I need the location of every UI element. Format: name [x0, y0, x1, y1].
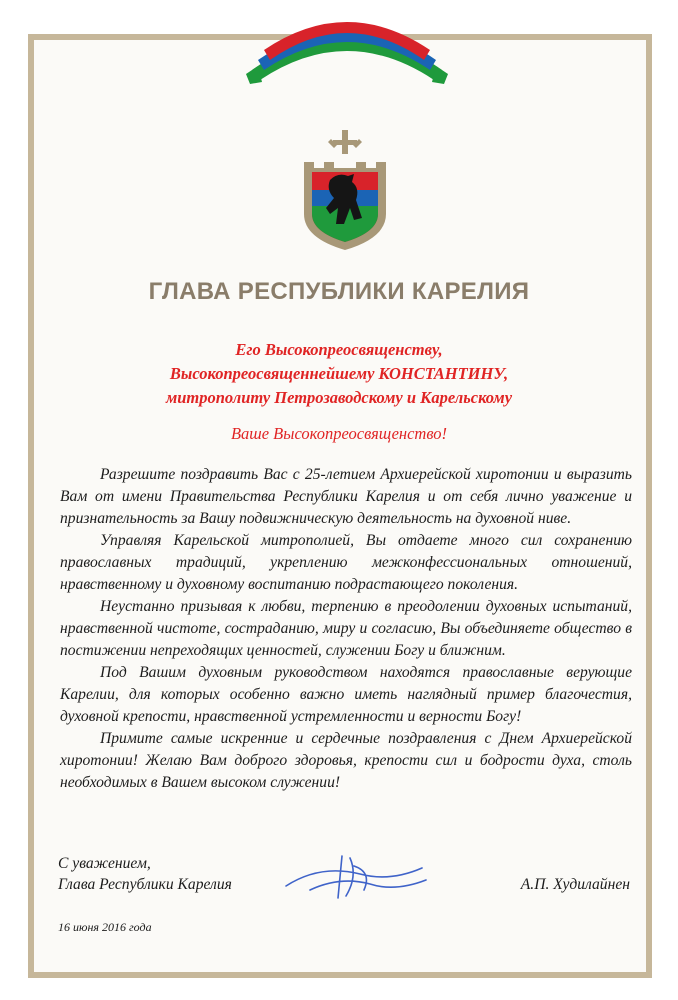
page-title: ГЛАВА РЕСПУБЛИКИ КАРЕЛИЯ: [148, 278, 530, 305]
addressee-line: митрополиту Петрозаводскому и Карельскому: [165, 388, 513, 407]
body-paragraph: Управляя Карельской митрополией, Вы отдаете много сил сохранению православных традиций, укреплению межконфессиональных отношений, нравственному и духовному воспитанию подрастающего поколения.: [60, 532, 632, 593]
body-paragraph: Под Вашим духовным руководством находятся православные верующие Карелии, для которых особенно важно иметь наглядный пример благочестия, духовной крепости, нравственной устремленности и верности Богу!: [60, 664, 632, 725]
signer-title: Глава Республики Карелия: [58, 876, 232, 893]
letter-body: [60, 464, 632, 794]
karelia-flag-ribbon-icon: [244, 8, 450, 84]
document-date: 16 июня 2016 года: [58, 920, 152, 934]
signer-name: А.П. Худилайнен: [520, 876, 630, 893]
body-paragraph: Примите самые искренние и сердечные поздравления с Днем Архиерейской хиротонии! Желаю Вам доброго здоровья, крепости сил и бодрости духа, столь необходимых в Вашем высоком служении!: [60, 730, 632, 791]
addressee-block: [0, 338, 678, 410]
body-paragraph: Разрешите поздравить Вас с 25-летием Архиерейской хиротонии и выразить Вам от имени Правительства Республики Карелия и от себя лично уважение и признательность за Вашу подвижническую деятельность на духовной ниве.: [60, 466, 632, 527]
karelia-coat-of-arms-icon: [304, 128, 386, 252]
closing-phrase: С уважением,: [58, 855, 151, 872]
body-paragraph: Неустанно призывая к любви, терпению в преодолении духовных испытаний, нравственной чистоте, состраданию, миру и согласию, Вы объединяете общество в постижении непреходящих ценностей, служении Богу и ближним.: [60, 598, 632, 659]
addressee-line: Высокопреосвященнейшему КОНСТАНТИНУ,: [169, 364, 509, 383]
addressee-line: Его Высокопреосвященству,: [235, 340, 443, 359]
salutation: Ваше Высокопреосвященство!: [230, 424, 448, 443]
handwritten-signature-icon: [280, 846, 430, 908]
